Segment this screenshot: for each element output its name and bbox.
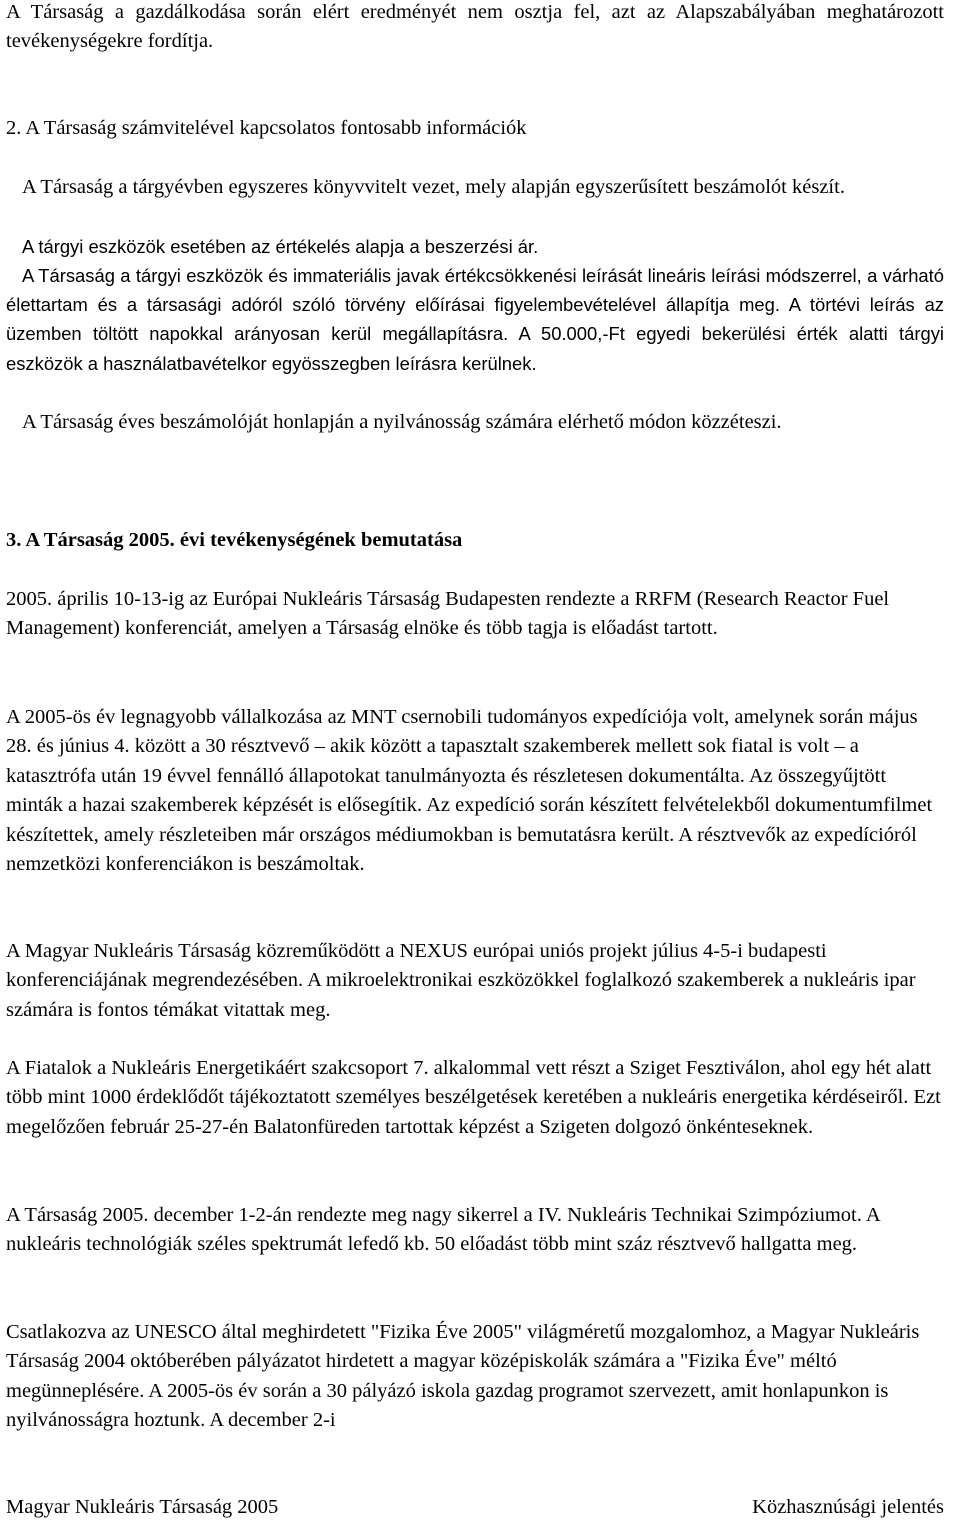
section-2-paragraph-publication xyxy=(6,408,944,437)
section-2-heading: 2. A Társaság számvitelével kapcsolatos fontosabb információk xyxy=(6,117,527,139)
section-3-paragraph-chernobyl: A 2005-ös év legnagyobb vállalkozása az MNT csernobili tudományos expedíciója volt, amelynek során május 28. és június 4. között a 30 résztvevő – akik között a tapasztalt szakemberek mellett sok fiatal is volt – a katasztrófa után 19 évvel fennálló állapotokat tanulmányozta és részletesen dokumentálta. Az összegyűjtött minták a hazai szakemberek képzését is elősegítik. Az expedíció során készített felvételekből dokumentumfilmet készítettek, amely részleteiben már országos médiumokban is bemutatásra került. A résztvevők az expedícióról nemzetközi konferenciákon is beszámoltak. xyxy=(6,706,933,876)
section-3-paragraph-symposium: A Társaság 2005. december 1-2-án rendezte meg nagy sikerrel a IV. Nukleáris Technikai Szimpóziumot. A nukleáris technológiák széles spektrumát lefedő kb. 50 előadást több mint száz résztvevő hallgatta meg. xyxy=(6,1204,880,1256)
section-3-paragraph-nexus: A Magyar Nukleáris Társaság közreműködött a NEXUS európai uniós projekt július 4-5-i budapesti konferenciájának megrendezésében. A mikroelektronikai eszközökkel foglalkozó szakemberek a nukleáris ipar számára is fontos témákat vitattak meg. xyxy=(6,940,916,1021)
section-2-paragraph-valuation-text: A tárgyi eszközök esetében az értékelés alapja a beszerzési ár. xyxy=(22,236,539,257)
footer-document-type: Közhasznúsági jelentés xyxy=(752,1496,944,1518)
section-2-paragraph-publication-text: A Társaság éves beszámolóját honlapján a nyilvánosság számára elérhető módon közzéteszi. xyxy=(22,411,782,433)
section-2-paragraph-depreciation-text: A Társaság a tárgyi eszközök és immateriális javak értékcsökkenési leírását lineáris leírási módszerrel, a várható élettartam és a társasági adóról szóló törvény előírásai figyelembevételével állapítja meg. A törtévi leírás az üzemben töltött napokkal arányosan kerül megállapításra. A 50.000,-Ft egyedi bekerülési érték alatti tárgyi eszközök a használatbavételkor egyösszegben leírásra kerülnek. xyxy=(6,265,944,374)
section-3-heading: 3. A Társaság 2005. évi tevékenységének bemutatása xyxy=(6,529,463,551)
section-3-paragraph-physics-year: Csatlakozva az UNESCO által meghirdetett "Fizika Éve 2005" világméretű mozgalomhoz, a Magyar Nukleáris Társaság 2004 októberében pályázatot hirdetett a magyar középiskolák számára a "Fizika Éve" méltó megünneplésére. A 2005-ös év során a 30 pályázó iskola gazdag programot szervezett, amit honlapunkon is nyilvánosságra hoztunk. A december 2-i xyxy=(6,1321,920,1432)
section-2-paragraph-valuation xyxy=(6,232,944,261)
section-3-paragraph-sziget: A Fiatalok a Nukleáris Energetikáért szakcsoport 7. alkalommal vett részt a Sziget Fesztiválon, ahol egy hét alatt több mint 1000 érdeklődőt tájékoztatott személyes beszélgetések keretében a nukleáris energetika kérdéseiről. Ezt megelőzően február 25-27-én Balatonfüreden tartottak képzést a Szigeten dolgozó önkénteseknek. xyxy=(6,1057,941,1138)
section-2-paragraph-depreciation xyxy=(6,261,944,378)
section-2-paragraph-bookkeeping xyxy=(6,173,944,202)
section-2-paragraph-bookkeeping-text: A Társaság a tárgyévben egyszeres könyvvitelt vezet, mely alapján egyszerűsített beszámolót készít. xyxy=(22,176,845,198)
intro-paragraph: A Társaság a gazdálkodása során elért eredményét nem osztja fel, azt az Alapszabályában meghatározott tevékenységekre fordítja. xyxy=(6,1,944,53)
footer-organization: Magyar Nukleáris Társaság 2005 xyxy=(6,1496,279,1518)
section-3-paragraph-rrfm: 2005. április 10-13-ig az Európai Nukleáris Társaság Budapesten rendezte a RRFM (Research Reactor Fuel Management) konferenciát, amelyen a Társaság elnöke és több tagja is előadást tartott. xyxy=(6,588,890,640)
